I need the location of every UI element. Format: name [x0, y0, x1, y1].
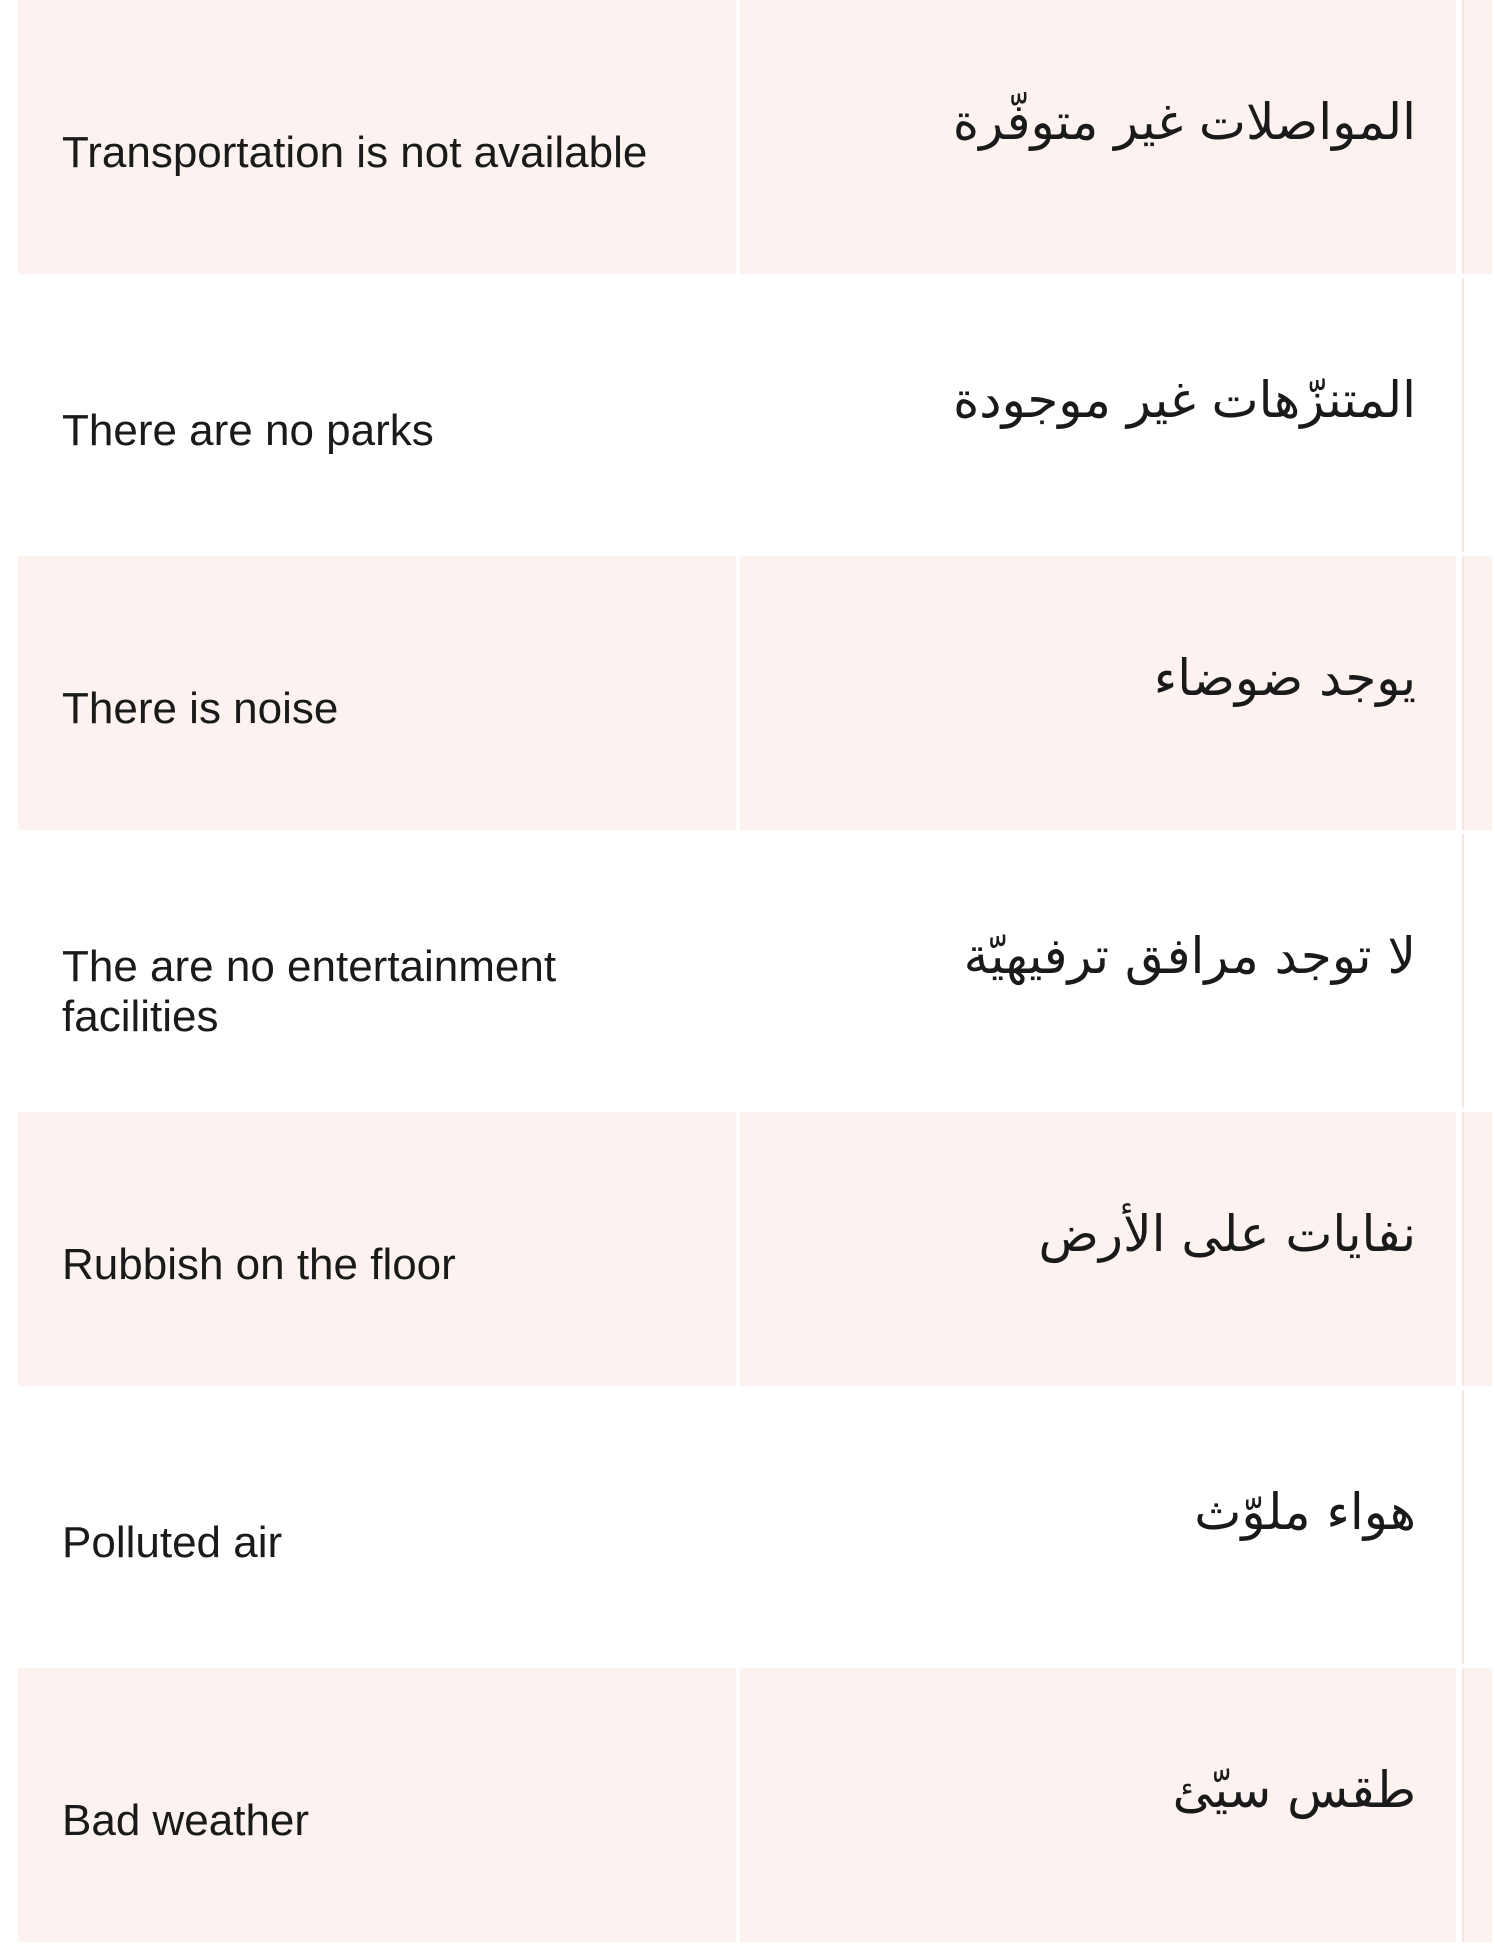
- vocabulary-table: [18, 0, 1495, 1948]
- table-row: [18, 0, 1495, 278]
- english-cell: [18, 0, 740, 274]
- table-row: [18, 556, 1495, 834]
- table-row: [18, 834, 1495, 1112]
- arabic-cell: [740, 556, 1462, 830]
- table-edge-cell: [1462, 278, 1492, 552]
- english-phrase: There is noise: [62, 684, 339, 733]
- arabic-phrase: هواء ملوّث: [1194, 1483, 1416, 1541]
- english-phrase: Transportation is not available: [62, 128, 648, 177]
- english-cell: [18, 1390, 740, 1664]
- english-cell: [18, 556, 740, 830]
- english-phrase: The are no entertainment facilities: [62, 942, 557, 1041]
- english-cell: [18, 1112, 740, 1386]
- table-row: [18, 1112, 1495, 1390]
- table-edge-cell: [1462, 0, 1492, 274]
- english-cell: [18, 834, 740, 1108]
- arabic-cell: [740, 278, 1462, 552]
- table-edge-cell: [1462, 1112, 1492, 1386]
- english-cell: [18, 1668, 740, 1942]
- table-edge-cell: [1462, 834, 1492, 1108]
- english-phrase: Polluted air: [62, 1518, 283, 1567]
- table-edge-cell: [1462, 556, 1492, 830]
- arabic-phrase: طقس سيّئ: [1172, 1761, 1416, 1819]
- arabic-cell: [740, 1112, 1462, 1386]
- english-cell: [18, 278, 740, 552]
- english-phrase: Bad weather: [62, 1796, 310, 1845]
- arabic-cell: [740, 0, 1462, 274]
- arabic-cell: [740, 1390, 1462, 1664]
- english-phrase: There are no parks: [62, 406, 434, 455]
- table-row: [18, 1668, 1495, 1946]
- arabic-cell: [740, 834, 1462, 1108]
- table-edge-cell: [1462, 1668, 1492, 1942]
- english-phrase: Rubbish on the floor: [62, 1240, 456, 1289]
- arabic-phrase: لا توجد مرافق ترفيهيّة: [963, 927, 1416, 985]
- arabic-cell: [740, 1668, 1462, 1942]
- arabic-phrase: المواصلات غير متوفّرة: [952, 93, 1416, 151]
- arabic-phrase: المتنزّهات غير موجودة: [953, 371, 1416, 429]
- arabic-phrase: يوجد ضوضاء: [1153, 649, 1416, 707]
- table-edge-cell: [1462, 1390, 1492, 1664]
- arabic-phrase: نفايات على الأرض: [1038, 1205, 1416, 1263]
- table-row: [18, 1390, 1495, 1668]
- table-row: [18, 278, 1495, 556]
